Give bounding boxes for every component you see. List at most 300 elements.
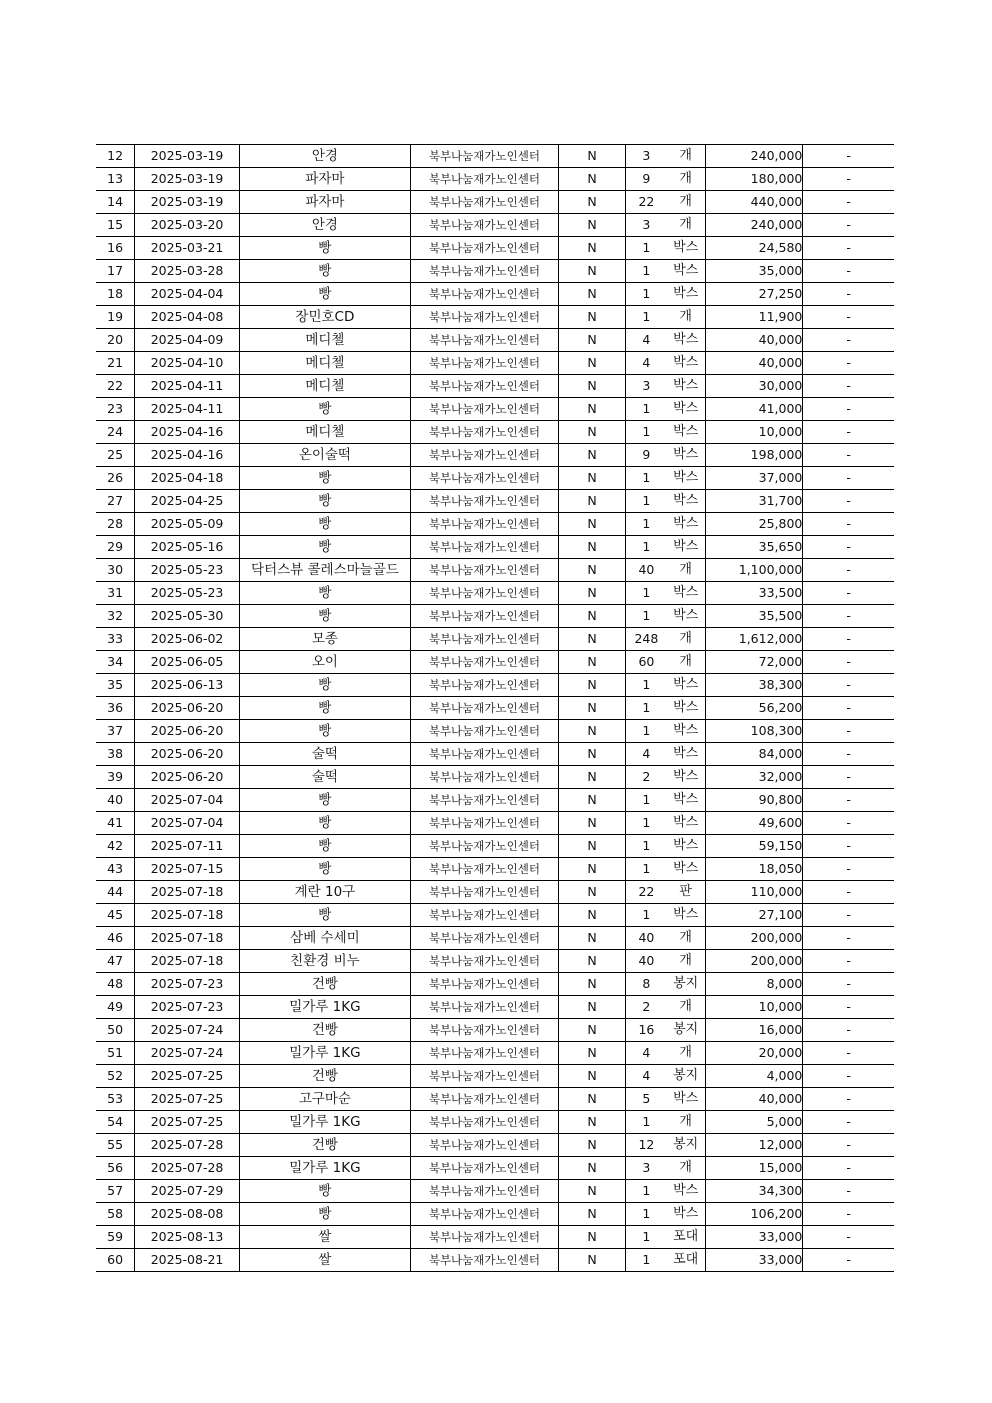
row-organization: 북부나눔재가노인센터 xyxy=(410,306,558,329)
row-date: 2025-07-28 xyxy=(135,1134,240,1157)
row-organization: 북부나눔재가노인센터 xyxy=(410,375,558,398)
table-row xyxy=(96,789,894,812)
table-row xyxy=(96,927,894,950)
table-row xyxy=(96,145,894,168)
row-quantity: 9 xyxy=(626,168,667,191)
row-item: 건빵 xyxy=(239,973,410,996)
row-flag: N xyxy=(558,490,625,513)
row-flag: N xyxy=(558,720,625,743)
row-flag: N xyxy=(558,858,625,881)
row-number: 22 xyxy=(96,375,135,398)
row-organization: 북부나눔재가노인센터 xyxy=(410,421,558,444)
row-quantity: 248 xyxy=(626,628,667,651)
row-quantity: 1 xyxy=(626,720,667,743)
donation-ledger-table xyxy=(96,144,894,1272)
table-row xyxy=(96,651,894,674)
row-organization: 북부나눔재가노인센터 xyxy=(410,490,558,513)
row-date: 2025-07-23 xyxy=(135,973,240,996)
row-quantity: 2 xyxy=(626,996,667,1019)
row-quantity: 9 xyxy=(626,444,667,467)
row-date: 2025-05-16 xyxy=(135,536,240,559)
row-organization: 북부나눔재가노인센터 xyxy=(410,1042,558,1065)
row-organization: 북부나눔재가노인센터 xyxy=(410,237,558,260)
table-row xyxy=(96,812,894,835)
table-row xyxy=(96,421,894,444)
row-date: 2025-03-21 xyxy=(135,237,240,260)
row-item: 밀가루 1KG xyxy=(239,1111,410,1134)
row-number: 14 xyxy=(96,191,135,214)
row-item: 빵 xyxy=(239,789,410,812)
row-date: 2025-07-18 xyxy=(135,904,240,927)
row-note: - xyxy=(803,582,894,605)
table-row xyxy=(96,237,894,260)
row-organization: 북부나눔재가노인센터 xyxy=(410,835,558,858)
row-amount: 10,000 xyxy=(705,996,803,1019)
row-date: 2025-06-20 xyxy=(135,766,240,789)
row-number: 29 xyxy=(96,536,135,559)
row-amount: 15,000 xyxy=(705,1157,803,1180)
row-note: - xyxy=(803,973,894,996)
row-organization: 북부나눔재가노인센터 xyxy=(410,1226,558,1249)
row-amount: 8,000 xyxy=(705,973,803,996)
row-flag: N xyxy=(558,513,625,536)
row-item: 빵 xyxy=(239,398,410,421)
row-item: 장민호CD xyxy=(239,306,410,329)
row-number: 57 xyxy=(96,1180,135,1203)
row-flag: N xyxy=(558,766,625,789)
row-flag: N xyxy=(558,996,625,1019)
table-row xyxy=(96,1203,894,1226)
row-unit: 개 xyxy=(667,1157,706,1180)
row-quantity: 3 xyxy=(626,214,667,237)
row-note: - xyxy=(803,1226,894,1249)
row-flag: N xyxy=(558,789,625,812)
row-note: - xyxy=(803,191,894,214)
row-note: - xyxy=(803,605,894,628)
row-item: 밀가루 1KG xyxy=(239,1157,410,1180)
row-quantity: 2 xyxy=(626,766,667,789)
row-item: 오이 xyxy=(239,651,410,674)
row-quantity: 1 xyxy=(626,421,667,444)
row-flag: N xyxy=(558,283,625,306)
row-note: - xyxy=(803,329,894,352)
row-number: 53 xyxy=(96,1088,135,1111)
row-quantity: 1 xyxy=(626,605,667,628)
row-amount: 35,650 xyxy=(705,536,803,559)
row-quantity: 1 xyxy=(626,306,667,329)
row-item: 빵 xyxy=(239,697,410,720)
row-amount: 90,800 xyxy=(705,789,803,812)
row-quantity: 1 xyxy=(626,260,667,283)
row-quantity: 1 xyxy=(626,674,667,697)
row-note: - xyxy=(803,789,894,812)
row-flag: N xyxy=(558,1157,625,1180)
table-row xyxy=(96,1065,894,1088)
row-date: 2025-07-04 xyxy=(135,789,240,812)
row-flag: N xyxy=(558,605,625,628)
row-unit: 개 xyxy=(667,651,706,674)
table-row xyxy=(96,1157,894,1180)
row-quantity: 1 xyxy=(626,1249,667,1272)
row-item: 빵 xyxy=(239,904,410,927)
row-unit: 박스 xyxy=(667,283,706,306)
table-row xyxy=(96,329,894,352)
row-item: 빵 xyxy=(239,237,410,260)
row-amount: 33,000 xyxy=(705,1249,803,1272)
row-number: 60 xyxy=(96,1249,135,1272)
row-quantity: 1 xyxy=(626,467,667,490)
row-date: 2025-04-11 xyxy=(135,398,240,421)
row-quantity: 1 xyxy=(626,536,667,559)
row-flag: N xyxy=(558,904,625,927)
row-item: 친환경 비누 xyxy=(239,950,410,973)
row-organization: 북부나눔재가노인센터 xyxy=(410,1111,558,1134)
row-date: 2025-04-16 xyxy=(135,421,240,444)
row-amount: 25,800 xyxy=(705,513,803,536)
row-note: - xyxy=(803,835,894,858)
table-row xyxy=(96,214,894,237)
row-amount: 4,000 xyxy=(705,1065,803,1088)
row-note: - xyxy=(803,1088,894,1111)
row-organization: 북부나눔재가노인센터 xyxy=(410,1065,558,1088)
row-number: 59 xyxy=(96,1226,135,1249)
row-unit: 박스 xyxy=(667,375,706,398)
row-date: 2025-07-18 xyxy=(135,927,240,950)
row-flag: N xyxy=(558,237,625,260)
row-item: 고구마순 xyxy=(239,1088,410,1111)
row-organization: 북부나눔재가노인센터 xyxy=(410,674,558,697)
row-number: 30 xyxy=(96,559,135,582)
row-unit: 박스 xyxy=(667,697,706,720)
row-organization: 북부나눔재가노인센터 xyxy=(410,605,558,628)
table-row xyxy=(96,260,894,283)
row-item: 파자마 xyxy=(239,168,410,191)
row-date: 2025-07-29 xyxy=(135,1180,240,1203)
row-item: 빵 xyxy=(239,513,410,536)
row-date: 2025-07-11 xyxy=(135,835,240,858)
row-unit: 봉지 xyxy=(667,1134,706,1157)
row-organization: 북부나눔재가노인센터 xyxy=(410,858,558,881)
row-amount: 34,300 xyxy=(705,1180,803,1203)
row-flag: N xyxy=(558,1065,625,1088)
row-date: 2025-06-20 xyxy=(135,720,240,743)
row-item: 빵 xyxy=(239,490,410,513)
row-number: 33 xyxy=(96,628,135,651)
row-organization: 북부나눔재가노인센터 xyxy=(410,1157,558,1180)
row-note: - xyxy=(803,996,894,1019)
row-amount: 240,000 xyxy=(705,145,803,168)
row-date: 2025-07-24 xyxy=(135,1042,240,1065)
row-amount: 33,500 xyxy=(705,582,803,605)
row-amount: 108,300 xyxy=(705,720,803,743)
row-flag: N xyxy=(558,421,625,444)
row-item: 메디첼 xyxy=(239,352,410,375)
row-number: 19 xyxy=(96,306,135,329)
row-number: 25 xyxy=(96,444,135,467)
row-date: 2025-04-09 xyxy=(135,329,240,352)
row-flag: N xyxy=(558,1203,625,1226)
row-flag: N xyxy=(558,697,625,720)
row-item: 모종 xyxy=(239,628,410,651)
row-quantity: 4 xyxy=(626,743,667,766)
table-row xyxy=(96,490,894,513)
table-row xyxy=(96,1042,894,1065)
row-organization: 북부나눔재가노인센터 xyxy=(410,697,558,720)
table-row xyxy=(96,1226,894,1249)
row-unit: 개 xyxy=(667,559,706,582)
row-number: 50 xyxy=(96,1019,135,1042)
row-flag: N xyxy=(558,145,625,168)
row-number: 51 xyxy=(96,1042,135,1065)
row-organization: 북부나눔재가노인센터 xyxy=(410,789,558,812)
row-number: 54 xyxy=(96,1111,135,1134)
row-note: - xyxy=(803,306,894,329)
row-flag: N xyxy=(558,628,625,651)
row-quantity: 60 xyxy=(626,651,667,674)
row-unit: 봉지 xyxy=(667,1019,706,1042)
row-note: - xyxy=(803,145,894,168)
row-date: 2025-04-18 xyxy=(135,467,240,490)
table-row xyxy=(96,536,894,559)
row-item: 빵 xyxy=(239,283,410,306)
row-number: 49 xyxy=(96,996,135,1019)
row-organization: 북부나눔재가노인센터 xyxy=(410,168,558,191)
row-note: - xyxy=(803,260,894,283)
row-item: 빵 xyxy=(239,812,410,835)
row-quantity: 4 xyxy=(626,1042,667,1065)
row-organization: 북부나눔재가노인센터 xyxy=(410,1088,558,1111)
row-flag: N xyxy=(558,444,625,467)
row-date: 2025-06-02 xyxy=(135,628,240,651)
row-unit: 박스 xyxy=(667,467,706,490)
row-date: 2025-04-11 xyxy=(135,375,240,398)
row-number: 23 xyxy=(96,398,135,421)
row-item: 빵 xyxy=(239,1203,410,1226)
row-item: 메디첼 xyxy=(239,329,410,352)
row-quantity: 4 xyxy=(626,329,667,352)
row-flag: N xyxy=(558,1042,625,1065)
row-unit: 개 xyxy=(667,214,706,237)
row-date: 2025-05-23 xyxy=(135,559,240,582)
row-date: 2025-06-05 xyxy=(135,651,240,674)
row-date: 2025-03-20 xyxy=(135,214,240,237)
table-row xyxy=(96,766,894,789)
row-quantity: 1 xyxy=(626,237,667,260)
row-flag: N xyxy=(558,467,625,490)
table-row xyxy=(96,559,894,582)
row-item: 빵 xyxy=(239,605,410,628)
row-item: 빵 xyxy=(239,858,410,881)
table-row xyxy=(96,191,894,214)
row-date: 2025-08-13 xyxy=(135,1226,240,1249)
row-unit: 박스 xyxy=(667,605,706,628)
row-flag: N xyxy=(558,168,625,191)
row-amount: 35,500 xyxy=(705,605,803,628)
table-row xyxy=(96,697,894,720)
row-note: - xyxy=(803,697,894,720)
row-quantity: 4 xyxy=(626,1065,667,1088)
row-organization: 북부나눔재가노인센터 xyxy=(410,260,558,283)
row-unit: 박스 xyxy=(667,1180,706,1203)
row-quantity: 4 xyxy=(626,352,667,375)
row-item: 건빵 xyxy=(239,1019,410,1042)
row-organization: 북부나눔재가노인센터 xyxy=(410,1249,558,1272)
row-quantity: 1 xyxy=(626,812,667,835)
row-item: 삼베 수세미 xyxy=(239,927,410,950)
row-organization: 북부나눔재가노인센터 xyxy=(410,950,558,973)
row-item: 안경 xyxy=(239,214,410,237)
row-unit: 박스 xyxy=(667,237,706,260)
row-number: 47 xyxy=(96,950,135,973)
row-note: - xyxy=(803,1042,894,1065)
row-note: - xyxy=(803,375,894,398)
row-quantity: 1 xyxy=(626,582,667,605)
row-quantity: 1 xyxy=(626,1111,667,1134)
row-item: 밀가루 1KG xyxy=(239,1042,410,1065)
row-date: 2025-05-09 xyxy=(135,513,240,536)
row-date: 2025-05-30 xyxy=(135,605,240,628)
table-row xyxy=(96,1111,894,1134)
row-date: 2025-04-16 xyxy=(135,444,240,467)
row-amount: 59,150 xyxy=(705,835,803,858)
row-amount: 12,000 xyxy=(705,1134,803,1157)
row-item: 빵 xyxy=(239,1180,410,1203)
row-unit: 개 xyxy=(667,628,706,651)
row-amount: 30,000 xyxy=(705,375,803,398)
row-number: 27 xyxy=(96,490,135,513)
row-number: 13 xyxy=(96,168,135,191)
row-quantity: 1 xyxy=(626,1203,667,1226)
row-item: 계란 10구 xyxy=(239,881,410,904)
row-date: 2025-07-18 xyxy=(135,881,240,904)
row-amount: 56,200 xyxy=(705,697,803,720)
row-flag: N xyxy=(558,950,625,973)
row-organization: 북부나눔재가노인센터 xyxy=(410,812,558,835)
row-number: 35 xyxy=(96,674,135,697)
row-item: 빵 xyxy=(239,536,410,559)
table-row xyxy=(96,1134,894,1157)
row-date: 2025-07-25 xyxy=(135,1088,240,1111)
row-note: - xyxy=(803,743,894,766)
row-note: - xyxy=(803,1157,894,1180)
row-organization: 북부나눔재가노인센터 xyxy=(410,973,558,996)
row-flag: N xyxy=(558,743,625,766)
row-flag: N xyxy=(558,214,625,237)
row-date: 2025-03-19 xyxy=(135,145,240,168)
row-flag: N xyxy=(558,559,625,582)
table-row xyxy=(96,881,894,904)
row-amount: 38,300 xyxy=(705,674,803,697)
row-amount: 40,000 xyxy=(705,352,803,375)
row-organization: 북부나눔재가노인센터 xyxy=(410,191,558,214)
row-quantity: 1 xyxy=(626,697,667,720)
row-flag: N xyxy=(558,1226,625,1249)
row-quantity: 1 xyxy=(626,1180,667,1203)
row-organization: 북부나눔재가노인센터 xyxy=(410,927,558,950)
table-row xyxy=(96,835,894,858)
row-amount: 27,250 xyxy=(705,283,803,306)
row-note: - xyxy=(803,674,894,697)
row-unit: 박스 xyxy=(667,536,706,559)
row-flag: N xyxy=(558,651,625,674)
row-item: 파자마 xyxy=(239,191,410,214)
row-flag: N xyxy=(558,927,625,950)
table-row xyxy=(96,398,894,421)
row-flag: N xyxy=(558,1088,625,1111)
row-unit: 박스 xyxy=(667,904,706,927)
table-row xyxy=(96,973,894,996)
row-organization: 북부나눔재가노인센터 xyxy=(410,766,558,789)
row-amount: 106,200 xyxy=(705,1203,803,1226)
row-unit: 박스 xyxy=(667,812,706,835)
row-item: 온이술떡 xyxy=(239,444,410,467)
row-unit: 개 xyxy=(667,306,706,329)
row-quantity: 1 xyxy=(626,513,667,536)
row-number: 43 xyxy=(96,858,135,881)
table-row xyxy=(96,950,894,973)
ledger-body xyxy=(96,145,894,1272)
row-quantity: 5 xyxy=(626,1088,667,1111)
row-item: 빵 xyxy=(239,720,410,743)
row-note: - xyxy=(803,1203,894,1226)
row-organization: 북부나눔재가노인센터 xyxy=(410,329,558,352)
table-row xyxy=(96,674,894,697)
row-number: 28 xyxy=(96,513,135,536)
row-note: - xyxy=(803,1019,894,1042)
row-organization: 북부나눔재가노인센터 xyxy=(410,582,558,605)
row-date: 2025-07-28 xyxy=(135,1157,240,1180)
row-note: - xyxy=(803,1249,894,1272)
row-amount: 10,000 xyxy=(705,421,803,444)
row-item: 빵 xyxy=(239,582,410,605)
row-unit: 박스 xyxy=(667,582,706,605)
row-number: 46 xyxy=(96,927,135,950)
table-row xyxy=(96,605,894,628)
row-amount: 200,000 xyxy=(705,927,803,950)
table-row xyxy=(96,375,894,398)
row-organization: 북부나눔재가노인센터 xyxy=(410,352,558,375)
row-quantity: 1 xyxy=(626,490,667,513)
row-date: 2025-07-23 xyxy=(135,996,240,1019)
row-number: 58 xyxy=(96,1203,135,1226)
row-amount: 40,000 xyxy=(705,1088,803,1111)
row-note: - xyxy=(803,766,894,789)
row-flag: N xyxy=(558,1111,625,1134)
row-amount: 110,000 xyxy=(705,881,803,904)
row-quantity: 40 xyxy=(626,559,667,582)
row-number: 48 xyxy=(96,973,135,996)
row-unit: 포대 xyxy=(667,1249,706,1272)
row-date: 2025-03-19 xyxy=(135,191,240,214)
row-date: 2025-07-04 xyxy=(135,812,240,835)
row-flag: N xyxy=(558,973,625,996)
row-unit: 개 xyxy=(667,1111,706,1134)
row-number: 55 xyxy=(96,1134,135,1157)
row-note: - xyxy=(803,651,894,674)
row-item: 쌀 xyxy=(239,1226,410,1249)
row-item: 닥터스뷰 콜레스마늘골드 xyxy=(239,559,410,582)
row-date: 2025-04-08 xyxy=(135,306,240,329)
row-amount: 41,000 xyxy=(705,398,803,421)
table-row xyxy=(96,1180,894,1203)
row-organization: 북부나눔재가노인센터 xyxy=(410,536,558,559)
row-number: 40 xyxy=(96,789,135,812)
row-note: - xyxy=(803,352,894,375)
row-item: 쌀 xyxy=(239,1249,410,1272)
table-row xyxy=(96,996,894,1019)
row-date: 2025-07-24 xyxy=(135,1019,240,1042)
row-flag: N xyxy=(558,674,625,697)
